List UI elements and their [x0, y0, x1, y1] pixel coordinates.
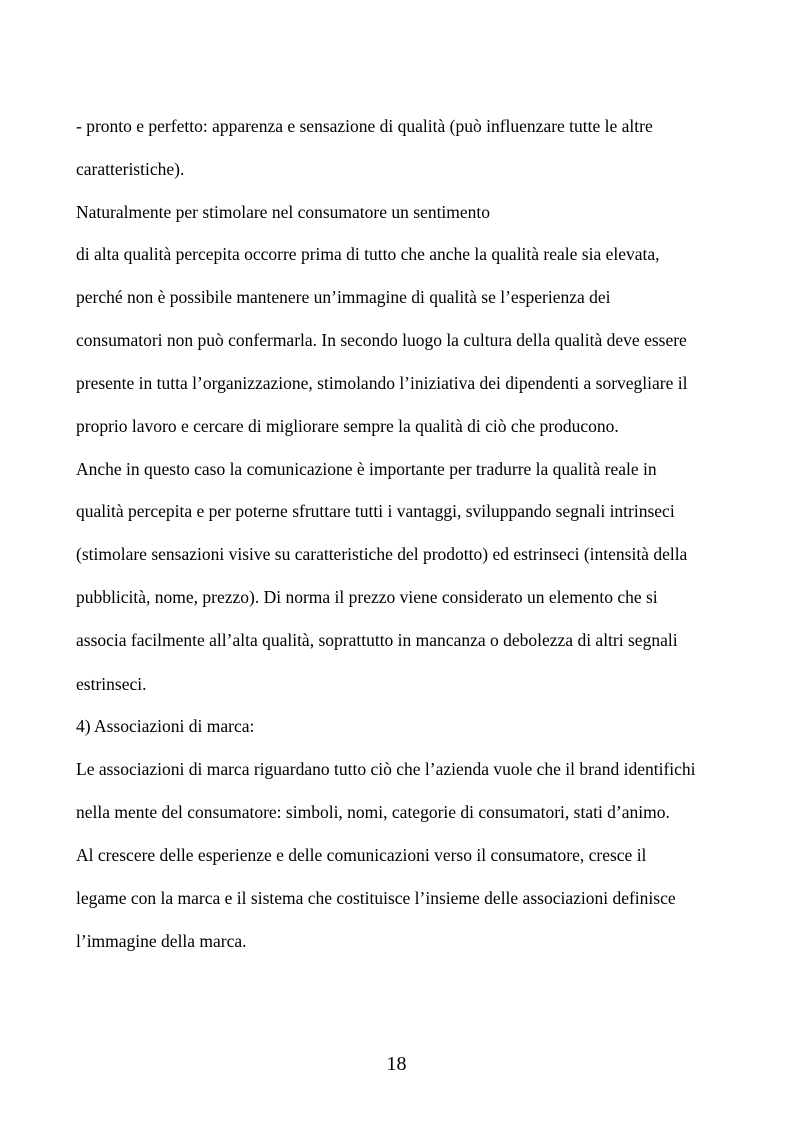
- text-line: caratteristiche).: [76, 159, 185, 179]
- text-line: proprio lavoro e cercare di migliorare sempre la qualità di ciò che producono.: [76, 416, 619, 436]
- text-line: consumatori non può confermarla. In secondo luogo la cultura della qualità deve essere: [76, 330, 687, 350]
- text-line: Naturalmente per stimolare nel consumatore un sentimento: [76, 202, 491, 222]
- text-line: - pronto e perfetto: apparenza e sensazione di qualità (può influenzare tutte le altre: [76, 116, 653, 136]
- text-line: l’immagine della marca.: [76, 931, 247, 951]
- text-line: Anche in questo caso la comunicazione è importante per tradurre la qualità reale in: [76, 459, 657, 479]
- text-line: estrinseci.: [76, 674, 147, 694]
- text-line: pubblicità, nome, prezzo). Di norma il prezzo viene considerato un elemento che si: [76, 587, 658, 607]
- text-line: legame con la marca e il sistema che costituisce l’insieme delle associazioni definisce: [76, 888, 676, 908]
- page-number: 18: [386, 1053, 407, 1075]
- text-line: (stimolare sensazioni visive su caratteristiche del prodotto) ed estrinseci (intensità della: [76, 544, 688, 564]
- text-line: nella mente del consumatore: simboli, nomi, categorie di consumatori, stati d’animo.: [76, 802, 670, 822]
- text-line: Al crescere delle esperienze e delle comunicazioni verso il consumatore, cresce il: [76, 845, 647, 865]
- text-line: qualità percepita e per poterne sfruttare tutti i vantaggi, sviluppando segnali intrinseci: [76, 501, 675, 521]
- text-line: associa facilmente all’alta qualità, soprattutto in mancanza o debolezza di altri segnali: [76, 630, 678, 650]
- text-line: perché non è possibile mantenere un’immagine di qualità se l’esperienza dei: [76, 287, 611, 307]
- section-heading: 4) Associazioni di marca:: [76, 716, 255, 736]
- text-line: presente in tutta l’organizzazione, stimolando l’iniziativa dei dipendenti a sorvegliare il: [76, 373, 688, 393]
- text-line: di alta qualità percepita occorre prima di tutto che anche la qualità reale sia elevata,: [76, 244, 660, 264]
- text-line: Le associazioni di marca riguardano tutto ciò che l’azienda vuole che il brand identifichi: [76, 759, 696, 779]
